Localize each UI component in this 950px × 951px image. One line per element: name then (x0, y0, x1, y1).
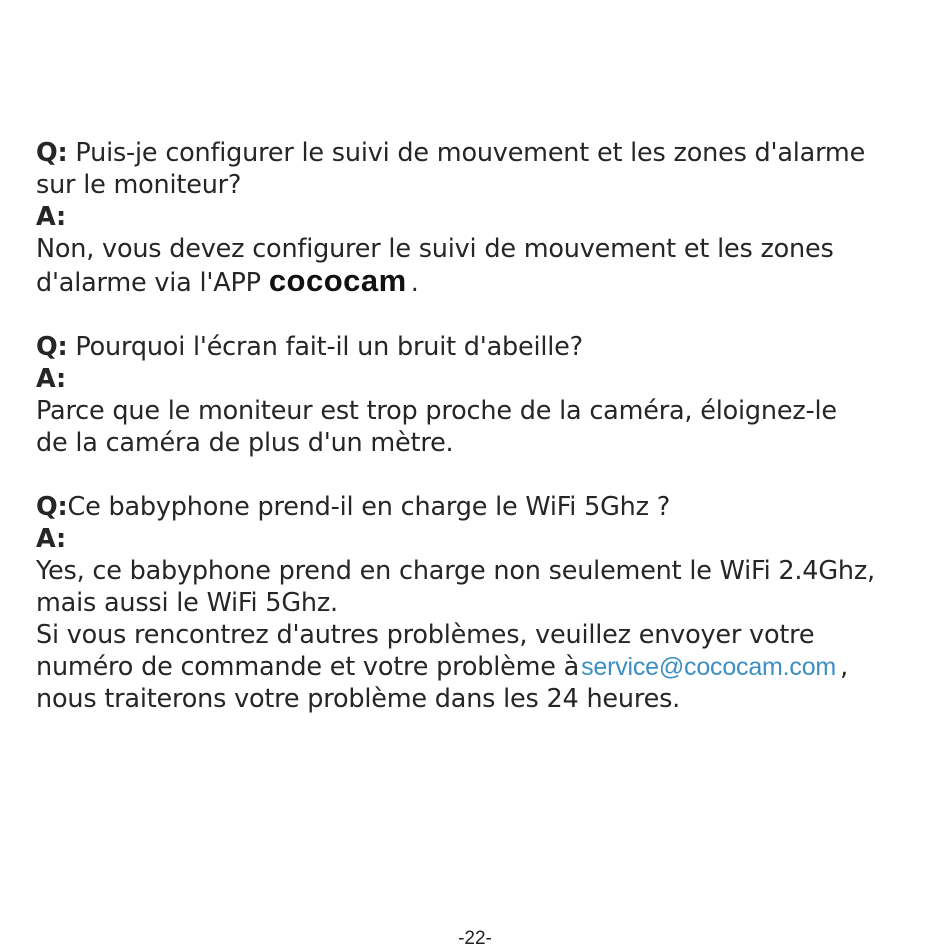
answer-line: nous traiterons votre problème dans les 24 heures. (36, 684, 681, 714)
question-line: sur le moniteur? (36, 170, 242, 200)
faq-item-bee-noise (36, 331, 926, 459)
support-email-link[interactable]: service@cococam.com (581, 653, 837, 681)
answer-line (36, 651, 926, 683)
faq-item-motion-tracking (36, 137, 926, 299)
page-number: -22- (458, 928, 492, 949)
answer-text: numéro de commande et votre problème à (36, 652, 580, 682)
answer-text: d'alarme via l'APP (36, 268, 261, 298)
answer-line: mais aussi le WiFi 5Ghz. (36, 588, 338, 618)
question-line (36, 331, 926, 363)
question-text: Puis-je configurer le suivi de mouvement et les zones d'alarme (67, 138, 866, 168)
answer-line: Si vous rencontrez d'autres problèmes, veuillez envoyer votre (36, 620, 815, 650)
faq-page (36, 137, 926, 747)
question-text: Pourquoi l'écran fait-il un bruit d'abeille? (67, 332, 583, 362)
question-label: Q: (36, 332, 68, 362)
answer-label: A: (36, 364, 67, 394)
answer-label: A: (36, 202, 67, 232)
question-line (36, 491, 926, 523)
cococam-brand-logo: cococam (268, 263, 407, 298)
answer-text: , (840, 652, 848, 682)
question-text: Ce babyphone prend-il en charge le WiFi 5Ghz ? (67, 492, 671, 522)
answer-line: Yes, ce babyphone prend en charge non seulement le WiFi 2.4Ghz, (36, 556, 875, 586)
faq-item-wifi-5ghz (36, 491, 926, 715)
question-label: Q: (36, 138, 68, 168)
answer-line (36, 265, 926, 299)
answer-label: A: (36, 524, 67, 554)
answer-line: de la caméra de plus d'un mètre. (36, 428, 454, 458)
answer-line: Parce que le moniteur est trop proche de la caméra, éloignez-le (36, 396, 837, 426)
question-label: Q: (36, 492, 68, 522)
answer-line: Non, vous devez configurer le suivi de mouvement et les zones (36, 234, 834, 264)
answer-text: . (410, 268, 419, 298)
question-line (36, 137, 926, 169)
